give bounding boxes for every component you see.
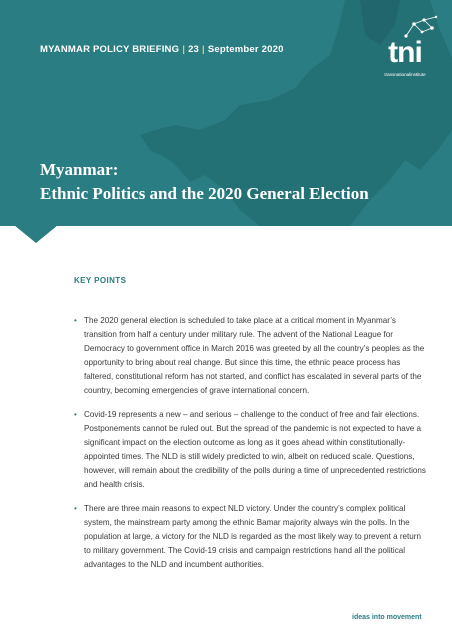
tni-logo[interactable] (378, 14, 442, 82)
title-line-1: Myanmar: (40, 160, 119, 179)
list-item (74, 314, 426, 398)
footer-tagline: ideas into movement (352, 614, 422, 621)
series-name: MYANMAR POLICY BRIEFING (40, 44, 180, 55)
briefing-series-line (40, 44, 284, 55)
separator: | (182, 44, 186, 55)
logo-subtitle: transnationalinstitute (384, 72, 426, 77)
list-item (74, 408, 426, 492)
cover-header (0, 0, 452, 226)
briefing-number: 23 (188, 44, 200, 55)
list-item-text: Covid-19 represents a new – and serious – challenge to the conduct of free and fair elections. Postponements cannot be ruled out. But the spread of the pandemic is not expected to have a significant impact on the election outcome as long as it goes ahead within constitutionally-appointed times. The NLD is still widely predicted to win, albeit on reduced scale. Questions, however, will remain about the credibility of the polls during a time of unprecedented restrictions and health crisis. (84, 410, 426, 489)
logo-text: tni (388, 36, 422, 69)
key-points-list (74, 314, 426, 582)
list-item-text: The 2020 general election is scheduled to take place at a critical moment in Myanmar’s transition from half a century under military rule. The advent of the National League for Democracy to government office in March 2016 was greeted by all the country’s peoples as the opportunity to bring about real change. But since this time, the ethnic peace process has faltered, constitutional reform has not started, and conflict has escalated in several parts of the country, becoming emergencies of grave international concern. (84, 316, 425, 395)
separator: | (202, 44, 205, 55)
key-points-heading: KEY POINTS (74, 276, 127, 285)
briefing-date: September 2020 (207, 44, 284, 55)
header-notch (14, 225, 58, 243)
document-title (40, 158, 369, 206)
list-item-text: There are three main reasons to expect NLD victory. Under the country’s complex political system, the mainstream party among the ethnic Bamar majority always win the polls. In the population at large, a victory for the NLD is regarded as the most likely way to prevent a return to military government. The Covid-19 crisis and campaign restrictions hand all the political advantages to the NLD and incumbent authorities. (84, 504, 421, 569)
title-line-2: Ethnic Politics and the 2020 General Election (40, 184, 369, 203)
list-item (74, 502, 426, 572)
bullet-icon: • (74, 504, 77, 513)
bullet-icon: • (74, 410, 77, 419)
bullet-icon: • (74, 316, 77, 325)
